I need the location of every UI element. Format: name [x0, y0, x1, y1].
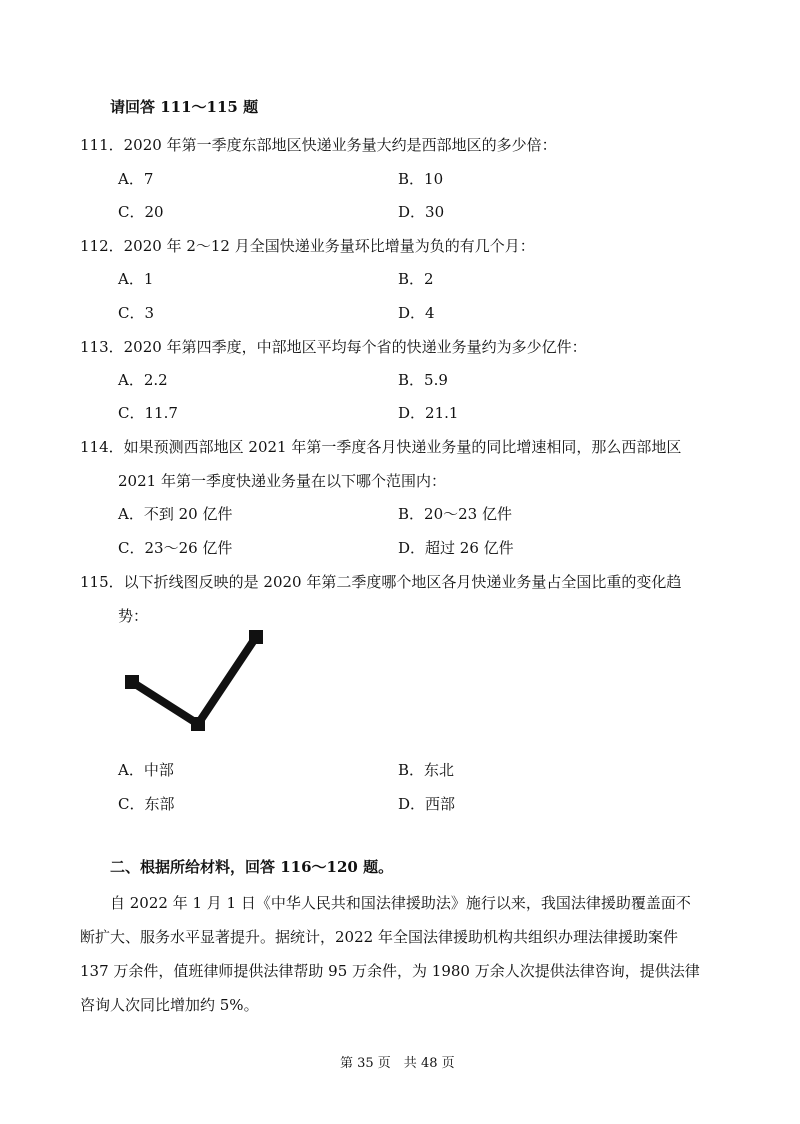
question-112-option-b: B．2	[398, 270, 434, 288]
question-114-option-d: D．超过 26 亿件	[398, 539, 514, 557]
question-114-option-b: B．20～23 亿件	[398, 505, 512, 523]
question-115-option-b: B．东北	[398, 761, 455, 779]
question-111-option-d: D．30	[398, 203, 445, 221]
trend-marker-may	[191, 717, 205, 731]
question-111-option-c: C．20	[118, 203, 164, 221]
material-line-3: 137 万余件，值班律师提供法律帮助 95 万余件，为 1980 万余人次提供法律咨询，提供法律	[80, 962, 700, 980]
question-113-stem: 113．2020 年第四季度，中部地区平均每个省的快递业务量约为多少亿件：	[80, 338, 587, 356]
question-115-option-d: D．西部	[398, 795, 456, 813]
question-115-stem-line1: 115．以下折线图反映的是 2020 年第二季度哪个地区各月快递业务量占全国比重的变化趋	[80, 573, 682, 591]
trend-marker-june	[249, 630, 263, 644]
question-113-option-c: C．11.7	[118, 404, 178, 422]
question-112-stem: 112．2020 年 2～12 月全国快递业务量环比增量为负的有几个月：	[80, 237, 535, 255]
question-114-option-c: C．23～26 亿件	[118, 539, 233, 557]
trend-polyline-figure	[118, 622, 278, 742]
question-114-stem-line1: 114．如果预测西部地区 2021 年第一季度各月快递业务量的同比增速相同，那么西部地区	[80, 438, 682, 456]
section-2-title: 二、根据所给材料，回答 116～120 题。	[110, 858, 394, 876]
question-115-stem-line2: 势：	[118, 607, 149, 625]
question-112-option-d: D．4	[398, 304, 435, 322]
question-111-stem: 111．2020 年第一季度东部地区快递业务量大约是西部地区的多少倍：	[80, 136, 557, 154]
question-115-option-c: C．东部	[118, 795, 175, 813]
question-114-option-a: A．不到 20 亿件	[118, 505, 233, 523]
question-114-stem-line2: 2021 年第一季度快递业务量在以下哪个范围内：	[118, 472, 446, 490]
material-line-2: 断扩大、服务水平显著提升。据统计，2022 年全国法律援助机构共组织办理法律援助案件	[80, 928, 678, 946]
question-111-option-a: A．7	[118, 170, 154, 188]
question-112-option-a: A．1	[118, 270, 154, 288]
question-115-option-a: A．中部	[118, 761, 174, 779]
section-header: 请回答 111～115 题	[110, 98, 259, 116]
material-line-1: 自 2022 年 1 月 1 日《中华人民共和国法律援助法》施行以来，我国法律援助覆盖面不	[110, 894, 691, 912]
question-113-option-b: B．5.9	[398, 371, 448, 389]
trend-marker-april	[125, 675, 139, 689]
page-footer: 第 35 页 共 48 页	[340, 1056, 455, 1071]
material-line-4: 咨询人次同比增加约 5%。	[80, 996, 259, 1014]
trend-line	[132, 637, 256, 724]
question-112-option-c: C．3	[118, 304, 155, 322]
question-113-option-a: A．2.2	[118, 371, 168, 389]
question-113-option-d: D．21.1	[398, 404, 459, 422]
question-111-option-b: B．10	[398, 170, 444, 188]
